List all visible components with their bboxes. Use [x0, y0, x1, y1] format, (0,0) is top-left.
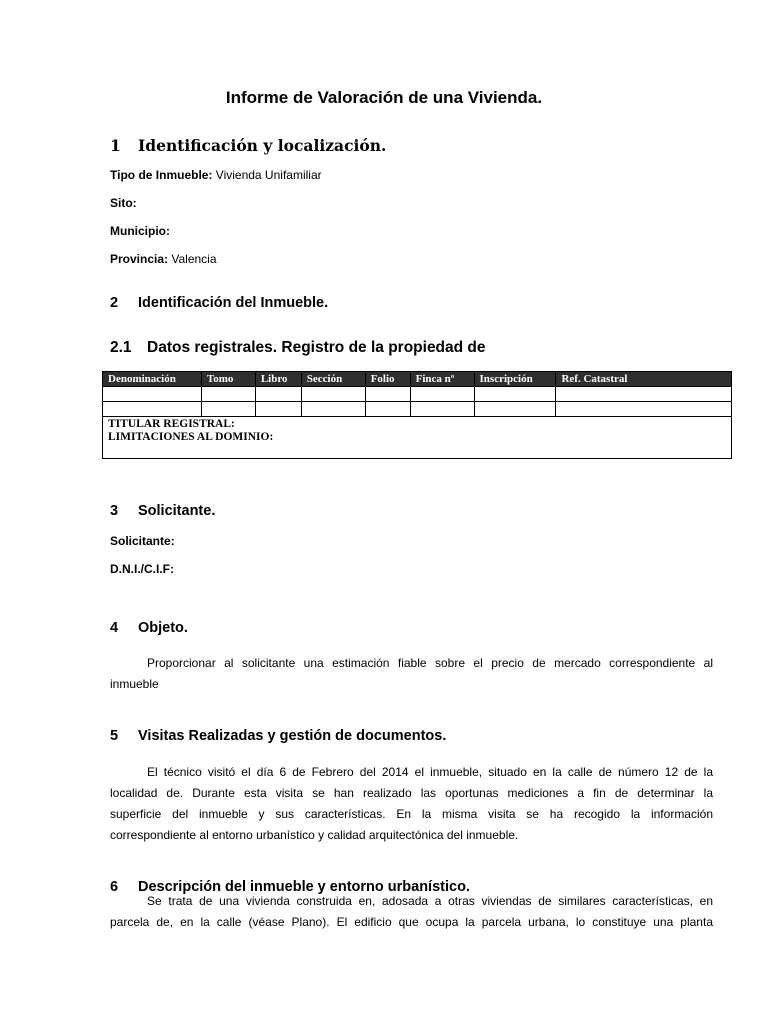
table-header-cell: Tomo	[201, 372, 255, 387]
section-title: Identificación del Inmueble.	[138, 295, 329, 311]
field-dni-cif	[110, 562, 174, 576]
table-cell	[201, 402, 255, 417]
section-title: Descripción del inmueble y entorno urbanístico.	[138, 879, 470, 895]
table-header-row	[103, 372, 732, 387]
section-number: 3	[110, 503, 119, 519]
section-number: 4	[110, 620, 119, 636]
field-provincia	[110, 252, 217, 266]
document-title: Informe de Valoración de una Vivienda.	[225, 88, 543, 107]
field-label: Sito:	[110, 196, 137, 210]
table-header-cell: Ref. Catastral	[556, 372, 732, 387]
descripcion-paragraph	[110, 891, 713, 933]
table-cell	[301, 402, 365, 417]
field-value: Valencia	[168, 252, 217, 266]
table-cell	[103, 387, 202, 402]
titular-row	[103, 417, 732, 459]
table-cell	[365, 402, 410, 417]
paragraph-line: localidad de. Durante esta visita se han realizado las oportunas mediciones a fin de determinar la	[110, 786, 713, 800]
section-number: 1	[110, 136, 121, 155]
registry-table	[102, 371, 732, 459]
paragraph-line: El técnico visitó el día 6 de Febrero del 2014 el inmueble, situado en la calle de número 12 de la	[147, 765, 713, 779]
visitas-paragraph	[110, 762, 713, 846]
table-cell	[556, 387, 732, 402]
section-number: 2.1	[110, 339, 132, 356]
field-solicitante	[110, 534, 175, 548]
table-row	[103, 387, 732, 402]
table-cell	[255, 402, 301, 417]
table-cell	[474, 387, 556, 402]
titular-cell	[103, 417, 732, 459]
table-cell	[556, 402, 732, 417]
table-header-cell: Denominación	[103, 372, 202, 387]
table-cell	[255, 387, 301, 402]
table-cell	[103, 402, 202, 417]
section-title: Identificación y localización.	[138, 136, 387, 155]
section-number: 6	[110, 879, 119, 895]
field-label: D.N.I./C.I.F:	[110, 562, 174, 576]
table-header-cell: Folio	[365, 372, 410, 387]
titular-label: TITULAR REGISTRAL:	[108, 418, 235, 430]
field-value: Vivienda Unifamiliar	[212, 168, 322, 182]
field-label: Tipo de Inmueble:	[110, 168, 213, 182]
paragraph-line: correspondiente al entorno urbanístico y calidad arquitectónica del inmueble.	[110, 828, 519, 842]
table-cell	[474, 402, 556, 417]
table-header-cell: Inscripción	[474, 372, 556, 387]
paragraph-line: Proporcionar al solicitante una estimación fiable sobre el precio de mercado correspondiente al	[147, 656, 713, 670]
section-title: Datos registrales. Registro de la propiedad de	[147, 339, 486, 356]
paragraph-line: Se trata de una vivienda construida en, adosada a otras viviendas de similares características, en	[147, 894, 713, 908]
field-tipo-inmueble	[110, 168, 322, 182]
field-municipio	[110, 224, 170, 238]
section-1-heading	[110, 136, 386, 155]
table-cell	[301, 387, 365, 402]
section-5-heading	[110, 728, 446, 744]
table-header-cell: Libro	[255, 372, 301, 387]
field-sito	[110, 196, 137, 210]
section-number: 2	[110, 295, 119, 311]
field-label: Municipio:	[110, 224, 170, 238]
table-header-cell: Finca nº	[410, 372, 474, 387]
section-title: Objeto.	[138, 620, 188, 636]
table-cell	[201, 387, 255, 402]
table-cell	[410, 387, 474, 402]
section-number: 5	[110, 728, 119, 744]
objeto-paragraph	[110, 653, 713, 695]
paragraph-line: superficie del inmueble y sus características. En la misma visita se ha recogido la información	[110, 807, 713, 821]
section-title: Solicitante.	[138, 503, 216, 519]
field-label: Solicitante:	[110, 534, 175, 548]
table-header-cell: Sección	[301, 372, 365, 387]
paragraph-line: inmueble	[110, 677, 159, 691]
section-2-1-heading	[110, 339, 486, 357]
paragraph-line: parcela de, en la calle (véase Plano). El edificio que ocupa la parcela urbana, lo constituye una planta	[110, 915, 713, 929]
table-row	[103, 402, 732, 417]
table-cell	[410, 402, 474, 417]
table-cell	[365, 387, 410, 402]
section-title: Visitas Realizadas y gestión de documentos.	[138, 728, 447, 744]
limitaciones-label: LIMITACIONES AL DOMINIO:	[108, 431, 274, 443]
field-label: Provincia:	[110, 252, 169, 266]
section-2-heading	[110, 295, 328, 311]
section-4-heading	[110, 620, 188, 636]
section-3-heading	[110, 503, 215, 519]
